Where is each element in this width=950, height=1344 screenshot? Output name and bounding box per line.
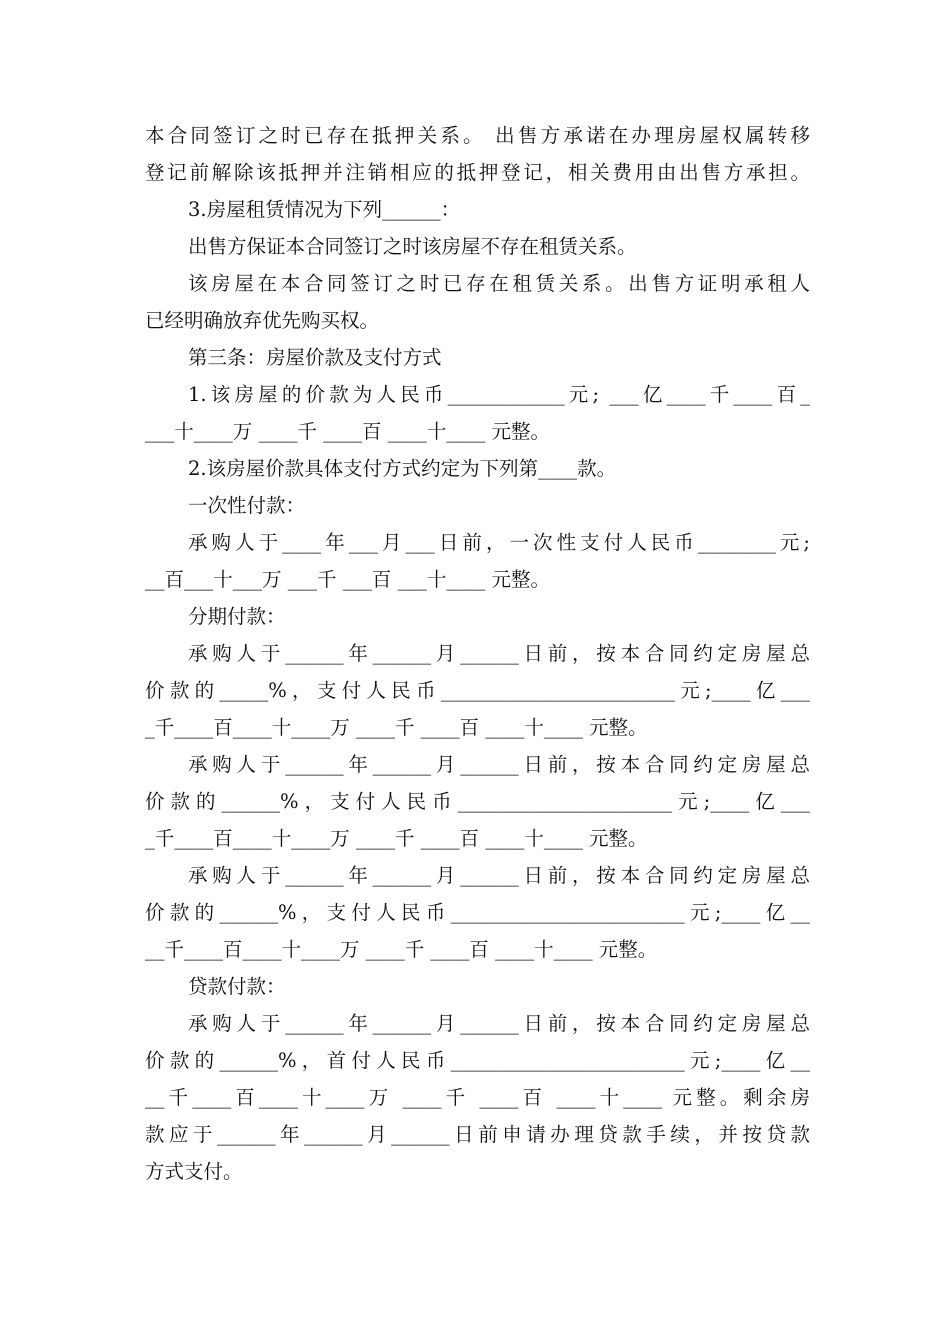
- document-line: 已经明确放弃优先购买权。: [145, 309, 380, 332]
- document-line: 本合同签订之时已存在抵押关系。 出售方承诺在办理房屋权属转移: [145, 124, 810, 147]
- document-line: ___十____万 ____千 ____百 ____十____ 元整。: [145, 420, 551, 443]
- document-line: 价款的______%，支付人民币________________________元;____亿__: [145, 901, 810, 924]
- document-line: 承购人于____年___月___日前，一次性支付人民币________元;: [188, 531, 810, 554]
- document-line: 贷款付款：: [188, 975, 286, 998]
- document-line: _千____百____十____万 ____千 ____百 ____十____ 元整。: [145, 827, 648, 850]
- document-line: __千____百____十____万 ____千 ____百 ____十____ 元整。剩余房: [145, 1086, 810, 1109]
- document-line: 承购人于______年______月______日前，按本合同约定房屋总: [188, 753, 810, 776]
- document-line: 款应于______年______月______日前申请办理贷款手续，并按贷款: [145, 1123, 810, 1146]
- document-line: 第三条：房屋价款及支付方式: [188, 346, 442, 369]
- document-line: 承购人于______年______月______日前，按本合同约定房屋总: [188, 642, 810, 665]
- document-line: 分期付款：: [188, 605, 286, 628]
- document-line: 价款的______%，支付人民币______________________元;____亿___: [145, 790, 810, 813]
- document-line: __千____百____十____万 ____千 ____百 ____十____ 元整。: [145, 938, 658, 961]
- document-line: 承购人于______年______月______日前，按本合同约定房屋总: [188, 864, 810, 887]
- document-line: 1.该房屋的价款为人民币____________元; ___亿____千____百_: [188, 383, 810, 406]
- document-line: 一次性付款：: [188, 494, 306, 517]
- document-line: 登记前解除该抵押并注销相应的抵押登记，相关费用由出售方承担。: [145, 161, 810, 184]
- document-line: 价款的______%，首付人民币________________________元;____亿__: [145, 1049, 810, 1072]
- document-line: 方式支付。: [145, 1160, 243, 1183]
- document-body: [145, 117, 810, 1190]
- document-line: 该房屋在本合同签订之时已存在租赁关系。出售方证明承租人: [188, 272, 810, 295]
- document-line: 3.房屋租赁情况为下列______：: [188, 198, 461, 221]
- document-line: 承购人于______年______月______日前，按本合同约定房屋总: [188, 1012, 810, 1035]
- document-line: 2.该房屋价款具体支付方式约定为下列第____款。: [188, 457, 617, 480]
- document-line: 价款的_____%，支付人民币________________________元;____亿___: [145, 679, 810, 702]
- document-line: _千____百____十____万 ____千 ____百 ____十____ 元整。: [145, 716, 648, 739]
- document-line: __百___十___万 ___千 ___百 ___十____ 元整。: [145, 568, 551, 591]
- document-line: 出售方保证本合同签订之时该房屋不存在租赁关系。: [188, 235, 637, 258]
